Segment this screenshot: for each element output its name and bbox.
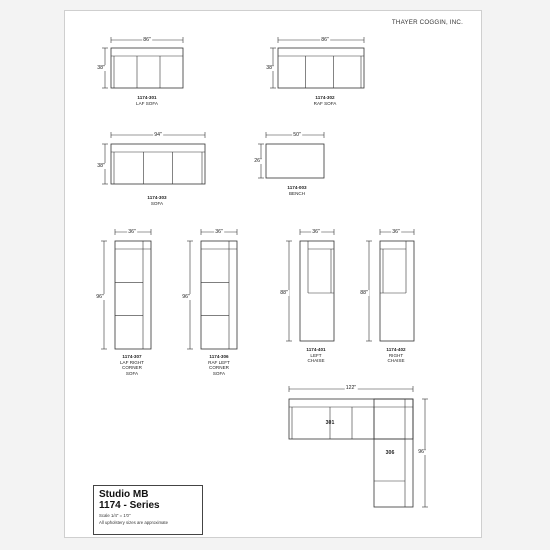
piece-desc: LEFT	[310, 352, 322, 358]
piece-code: 1174-302	[315, 95, 335, 100]
label-1174-402	[386, 347, 405, 364]
piece-desc: SOFA	[212, 370, 226, 376]
piece-desc: RAF SOFA	[313, 100, 337, 106]
label-1174-003	[287, 185, 306, 196]
sofa-301-outline	[111, 48, 183, 88]
piece-code: 1174-003	[287, 185, 307, 190]
dim-depth-003: 26"	[254, 158, 262, 164]
label-1174-303	[147, 195, 166, 206]
piece-desc: CHAISE	[387, 358, 405, 364]
piece-desc: CORNER	[209, 365, 229, 371]
dim-depth-402: 88"	[360, 290, 368, 296]
sofa-303-outline	[111, 144, 205, 184]
dim-width-303: 94"	[154, 132, 162, 138]
sectional-seat-label-b: 306	[385, 450, 395, 456]
dim-width-301: 86"	[143, 37, 151, 43]
piece-desc: BENCH	[288, 190, 306, 196]
spec-sheet	[64, 10, 482, 538]
piece-code: 1174-306	[209, 354, 229, 359]
piece-code: 1174-307	[122, 354, 142, 359]
title-block	[93, 485, 203, 535]
dim-width-306: 36"	[215, 229, 223, 235]
size-note: All upholstery sizes are approximate	[99, 520, 169, 526]
piece-desc: RAF LEFT	[208, 359, 230, 365]
piece-code: 1174-303	[147, 195, 167, 200]
chaise-401-outline	[300, 241, 334, 341]
dim-depth-303: 38"	[97, 163, 105, 169]
label-1174-301	[136, 95, 158, 106]
series-name: 1174 - Series	[99, 500, 160, 511]
piece-desc: SOFA	[125, 370, 139, 376]
piece-desc: CORNER	[122, 365, 142, 371]
brand-name: THAYER COGGIN, INC.	[391, 19, 463, 26]
piece-desc: LAF SOFA	[136, 100, 158, 106]
sofa-306-outline	[201, 241, 237, 349]
sofa-307-outline	[115, 241, 151, 349]
chaise-402-outline	[380, 241, 414, 341]
dim-depth-301: 38"	[97, 65, 105, 71]
piece-desc: RIGHT	[388, 352, 404, 358]
sectional-seat-label-a: 301	[325, 420, 335, 426]
piece-code: 1174-402	[386, 347, 406, 352]
dim-width-402: 36"	[392, 229, 400, 235]
dim-depth-306: 96"	[182, 294, 190, 300]
label-1174-306	[208, 354, 230, 376]
piece-desc: CHAISE	[307, 358, 325, 364]
dim-width-302: 86"	[321, 37, 329, 43]
drawing-canvas	[65, 11, 483, 539]
dim-width-307: 36"	[128, 229, 136, 235]
dim-width-sectional: 122"	[345, 385, 357, 391]
collection-name: Studio MB	[99, 489, 149, 500]
dim-depth-401: 88"	[280, 290, 288, 296]
piece-desc: SOFA	[150, 200, 164, 206]
label-1174-307	[120, 354, 144, 376]
label-1174-401	[306, 347, 325, 364]
piece-desc: LAF RIGHT	[120, 359, 144, 365]
dim-width-003: 50"	[293, 132, 301, 138]
bench-003-outline	[266, 144, 324, 178]
dim-depth-sectional: 96"	[418, 449, 426, 455]
dim-width-401: 36"	[312, 229, 320, 235]
piece-code: 1174-401	[306, 347, 326, 352]
scale-note: Scale 1/4" = 1'0"	[99, 513, 131, 518]
piece-code: 1174-301	[137, 95, 157, 100]
sofa-302-outline	[278, 48, 364, 88]
dim-depth-307: 96"	[96, 294, 104, 300]
label-1174-302	[314, 95, 337, 106]
sectional-sofa-outline	[289, 399, 413, 439]
dim-depth-302: 38"	[266, 65, 274, 71]
